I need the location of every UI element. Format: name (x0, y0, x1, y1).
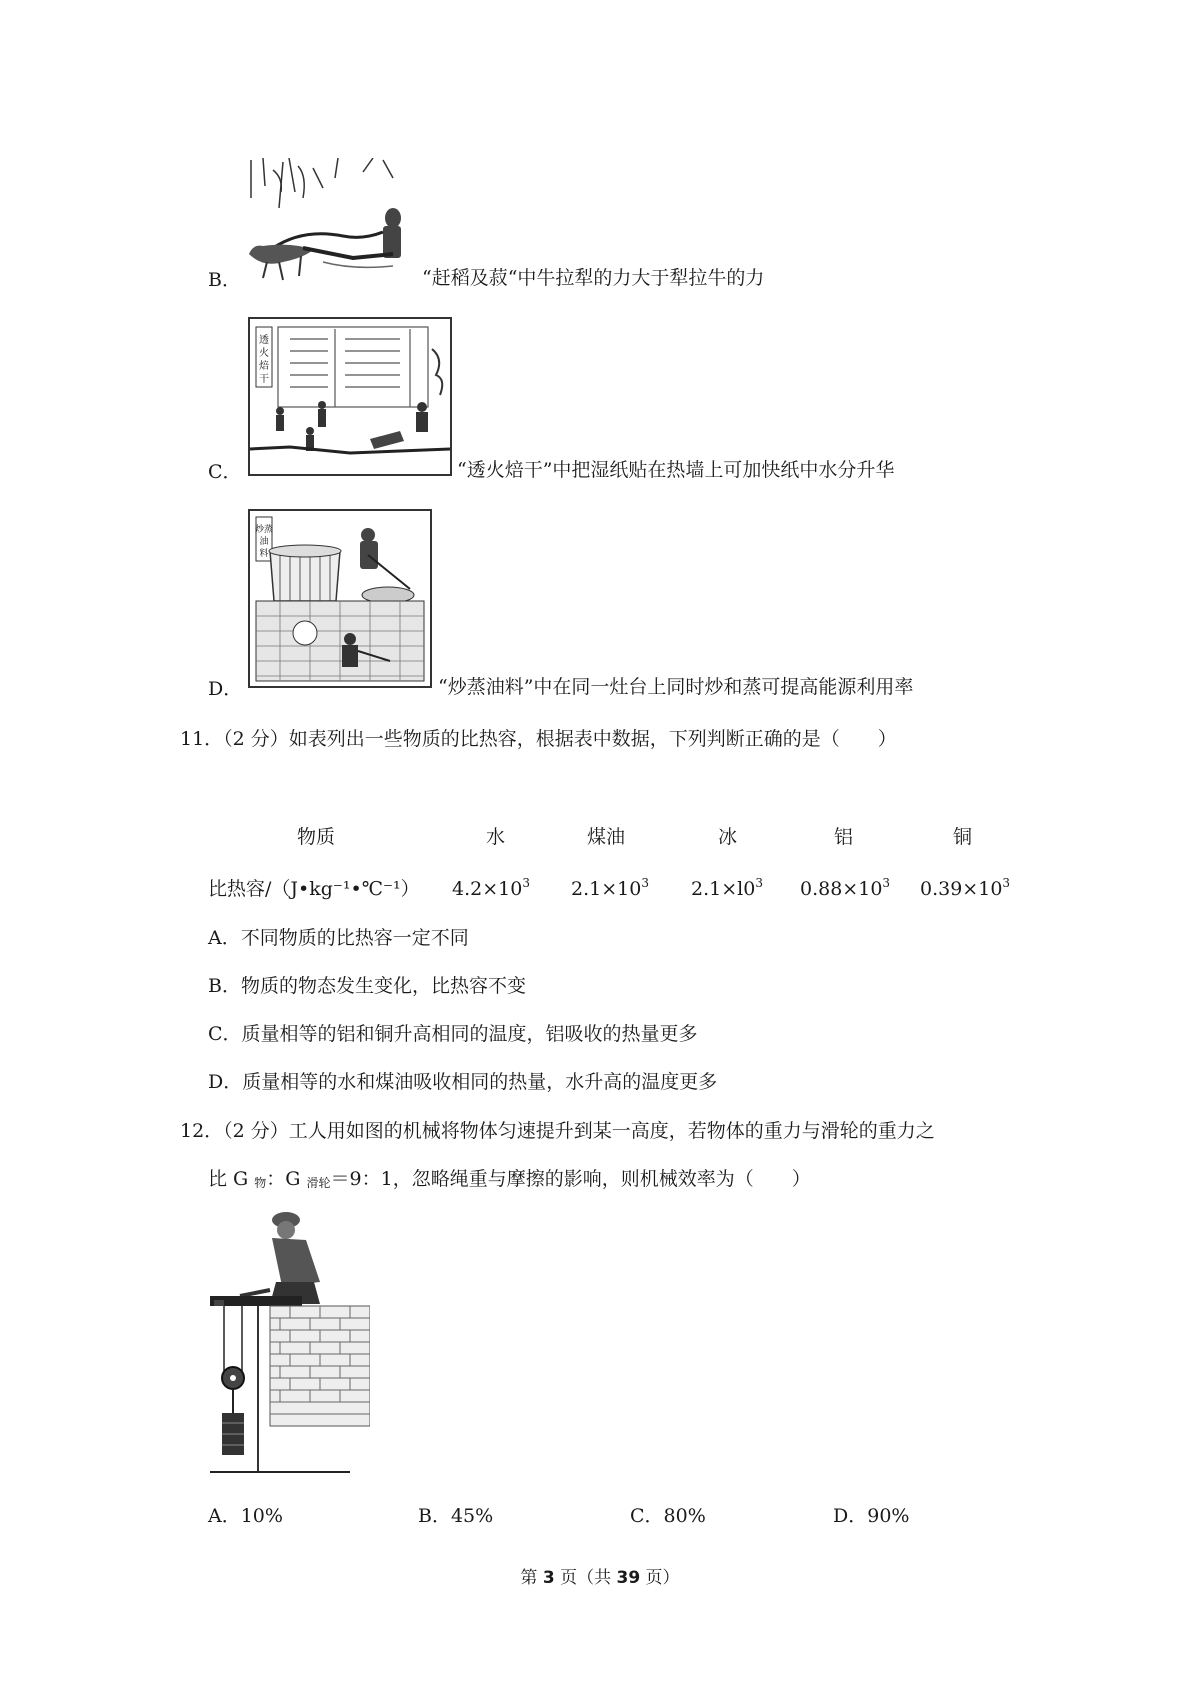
figure-oil-stove (248, 509, 432, 688)
fig-d-label-1: 炒蒸 (254, 525, 274, 535)
fig-c-label-2: 火 (259, 348, 269, 359)
q12-stem-line1: 12．（2 分）工人用如图的机械将物体匀速提升到某一高度，若物体的重力与滑轮的重力之 (180, 1120, 935, 1142)
q10-option-b-text: “赶稻及菽“中牛拉犁的力大于犁拉牛的力 (422, 267, 765, 289)
figure-paper-drying (248, 317, 452, 476)
footer-total-pages: 39 (616, 1568, 641, 1588)
q11-option-a: A．不同物质的比热容一定不同 (208, 927, 469, 949)
fig-c-label-4: 干 (259, 374, 269, 385)
q11-option-b: B．物质的物态发生变化，比热容不变 (208, 975, 526, 997)
q11-table-value-aluminum: $0.88\times 10^3$ (800, 876, 891, 900)
page-footer: 第 3 页（共 39 页） (520, 1568, 680, 1588)
q11-table-row-label: 比热容/（J•kg⁻¹•℃⁻¹） (208, 878, 420, 900)
q11-table-col-kerosene: 煤油 (587, 826, 626, 848)
q11-table-col-ice: 冰 (718, 826, 738, 848)
q11-stem: 11．（2 分）如表列出一些物质的比热容，根据表中数据，下列判断正确的是（ ） (180, 728, 897, 750)
fig-c-label-1: 透 (259, 335, 269, 346)
q11-table-value-ice: $2.1\times l0^3$ (691, 876, 763, 900)
q10-option-d-letter: D． (208, 678, 243, 700)
figure-worker-pulley (210, 1208, 370, 1473)
q12-option-d: D．90% (833, 1505, 910, 1527)
fig-c-label-3: 焙 (259, 361, 269, 372)
q11-table-value-copper: $0.39\times 10^3$ (920, 876, 1011, 900)
q11-table-col-aluminum: 铝 (834, 826, 854, 848)
q10-option-b-letter: B． (208, 269, 241, 291)
q11-option-d: D．质量相等的水和煤油吸收相同的热量，水升高的温度更多 (208, 1071, 718, 1093)
fig-d-label-2: 油 (259, 537, 269, 547)
q10-option-d-text: “炒蒸油料”中在同一灶台上同时炒和蒸可提高能源利用率 (438, 676, 914, 698)
q11-table-col-copper: 铜 (953, 826, 973, 848)
q12-option-b: B．45% (418, 1505, 494, 1527)
fig-d-label-3: 料 (259, 549, 269, 559)
q11-table-col-water: 水 (486, 826, 506, 848)
q12-option-c: C．80% (630, 1505, 706, 1527)
q11-table-header-label: 物质 (297, 826, 336, 848)
q11-table-value-water: $4.2\times 10^3$ (452, 876, 530, 900)
footer-page-number: 3 (542, 1568, 555, 1588)
figure-ox-plough (243, 158, 413, 286)
q11-table-value-kerosene: $2.1\times 10^3$ (571, 876, 649, 900)
q11-option-c: C．质量相等的铝和铜升高相同的温度，铝吸收的热量更多 (208, 1023, 698, 1045)
q12-stem-line2: 比 G $_物$：G $_{滑轮}$＝9：1，忽略绳重与摩擦的影响，则机械效率为（ ） (208, 1168, 811, 1190)
q10-option-c-letter: C． (208, 461, 242, 483)
q10-option-c-text: “透火焙干”中把湿纸贴在热墙上可加快纸中水分升华 (457, 459, 895, 481)
q12-option-a: A．10% (208, 1505, 283, 1527)
